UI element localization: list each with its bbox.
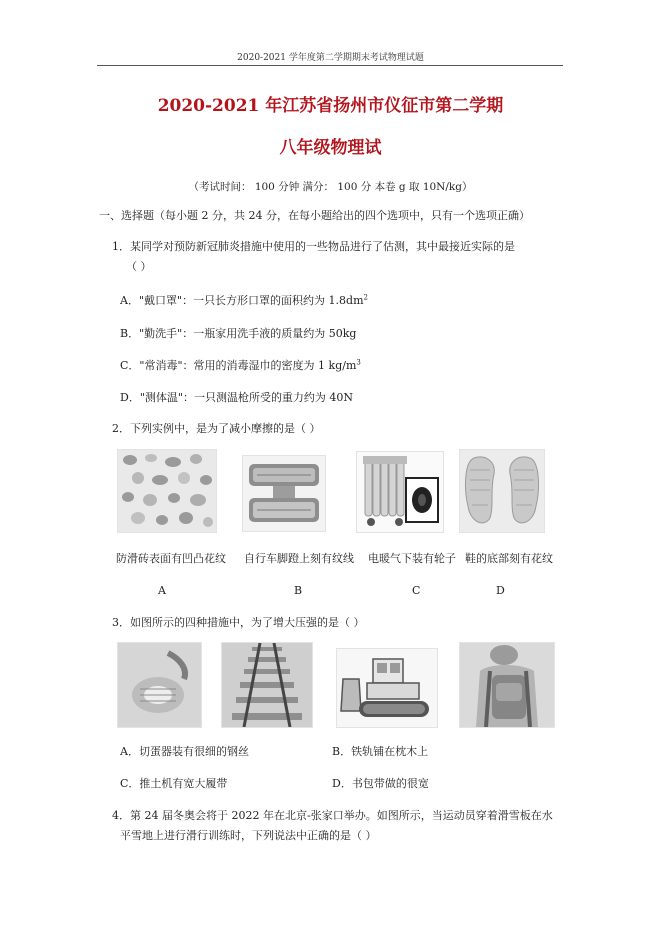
- q2-image-c-heater: [356, 451, 444, 533]
- q3-option-b: B．铁轨铺在枕木上: [332, 745, 429, 758]
- q2-caption-c: 电暖气下装有轮子: [368, 552, 456, 565]
- q2-label-a: A: [158, 584, 166, 597]
- q1-option-b: B．"勤洗手"：一瓶家用洗手液的质量约为 50kg: [120, 327, 357, 340]
- q1-option-d: D．"测体温"：一只测温枪所受的重力约为 40N: [120, 391, 354, 404]
- q2-image-d-soles: [459, 449, 545, 533]
- q1-option-a-text: A．"戴口罩"：一只长方形口罩的面积约为 1.8dm: [120, 294, 364, 307]
- q3-option-d: D．书包带做的很宽: [332, 777, 429, 790]
- q2-image-b-pedal: [242, 455, 326, 532]
- page-title: 2020-2021 年江苏省扬州市仪征市第二学期: [157, 96, 504, 116]
- page-subtitle: 八年级物理试: [279, 138, 382, 158]
- q1-stem: 1．某同学对预防新冠肺炎措施中使用的一些物品进行了估测，其中最接近实际的是: [112, 240, 515, 253]
- q2-label-c: C: [412, 584, 421, 597]
- q2-stem: 2．下列实例中，是为了减小摩擦的是（ ）: [112, 422, 321, 435]
- q1-option-c-text: C．"常消毒"：常用的消毒湿巾的密度为 1 kg/m: [120, 359, 357, 372]
- q2-image-a-tiles: [117, 449, 217, 533]
- q2-label-b: B: [294, 584, 303, 597]
- q4-stem-line1: 4．第 24 届冬奥会将于 2022 年在北京-张家口举办。如图所示，当运动员穿着滑雪板在水: [112, 809, 553, 822]
- q2-caption-b: 自行车脚蹬上刻有纹线: [244, 552, 354, 565]
- q4-stem-line2: 平雪地上进行滑行训练时，下列说法中正确的是（ ）: [120, 829, 377, 842]
- q2-caption-a: 防滑砖表面有凹凸花纹: [116, 552, 226, 565]
- q1-option-a: [120, 292, 368, 308]
- q3-image-egg-cutter: [117, 642, 202, 728]
- section-heading: 一、选择题（每小题 2 分，共 24 分，在每小题给出的四个选项中，只有一个选项正确）: [99, 209, 530, 222]
- exam-info: （考试时间： 100 分钟 满分： 100 分 本卷 g 取 10N/kg）: [188, 181, 473, 193]
- q3-stem: 3．如图所示的四种措施中，为了增大压强的是（ ）: [112, 616, 365, 629]
- q3-option-c: C．推土机有宽大履带: [120, 777, 228, 790]
- running-header: 2020-2021 学年度第二学期期末考试物理试题: [237, 53, 424, 63]
- header-rule: [97, 65, 563, 66]
- q3-image-schoolbag: [459, 642, 555, 728]
- q2-caption-d: 鞋的底部刻有花纹: [465, 552, 553, 565]
- q1-option-a-sup: 2: [363, 293, 368, 302]
- q1-option-c: [120, 357, 361, 373]
- q3-option-a: A．切蛋器装有很细的钢丝: [120, 745, 249, 758]
- q3-image-railway: [221, 642, 313, 728]
- q1-blank: （ ）: [126, 260, 152, 273]
- q2-label-d: D: [496, 584, 505, 597]
- q3-image-bulldozer: [336, 648, 438, 728]
- q1-option-c-sup: 3: [356, 358, 361, 367]
